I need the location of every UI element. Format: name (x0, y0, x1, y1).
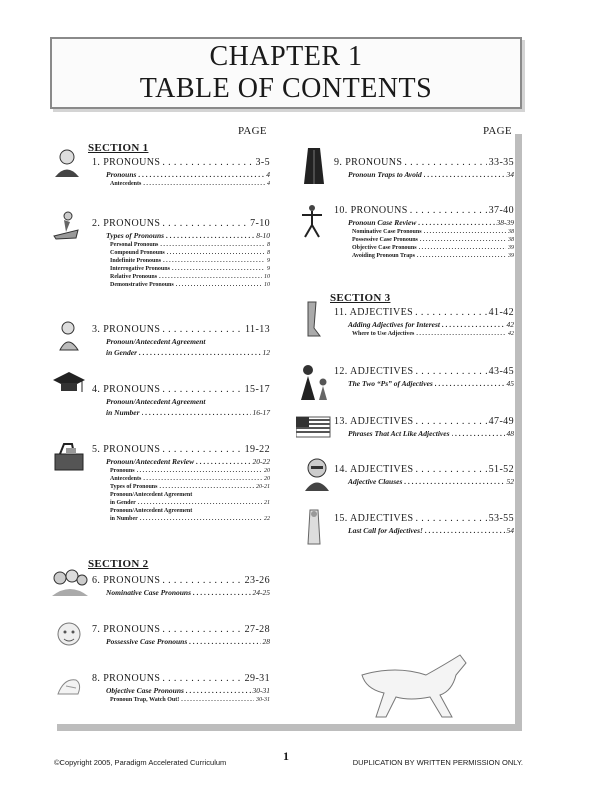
copyright-footer: ©Copyright 2005, Paradigm Accelerated Curriculum (54, 758, 227, 767)
subentry-title: Avoiding Pronoun Traps (352, 253, 415, 259)
subentry-pages: 20 (264, 476, 270, 482)
section-2-heading: SECTION 2 (88, 558, 149, 570)
entry-pages: 23-26 (244, 575, 270, 586)
toc-entry (334, 157, 514, 179)
entry-title: 2. PRONOUNS (92, 218, 161, 229)
entry-title: 6. PRONOUNS (92, 575, 161, 586)
entry-pages: 41-42 (488, 307, 514, 318)
subentry-title: Indefinite Pronouns (110, 258, 162, 264)
toc-subsubentry (92, 476, 270, 482)
subentry-title: Pronoun/Antecedent Agreement (110, 508, 193, 514)
toc-subentry (92, 588, 270, 597)
entry-title: 10. PRONOUNS (334, 205, 408, 216)
toc-entry (334, 307, 514, 337)
subentry-pages: 16-17 (252, 408, 270, 417)
toc-entry (92, 384, 270, 417)
leader-dots (186, 686, 251, 695)
toc-entry (334, 205, 514, 259)
toc-subsubentry (92, 242, 270, 248)
leader-dots (162, 157, 253, 168)
subentry-pages: 9 (267, 266, 270, 272)
leader-dots (410, 205, 487, 216)
hand-drawing-icon (54, 672, 84, 702)
toc-subsubentry (92, 258, 270, 264)
entry-title: 1. PRONOUNS (92, 157, 161, 168)
subentry-title: Possessive Case Pronouns (352, 237, 418, 243)
subentry-pages: 24-25 (252, 588, 270, 597)
entry-title: 14. ADJECTIVES (334, 464, 414, 475)
toc-entry (92, 218, 270, 288)
subentry-pages: 48 (506, 429, 514, 438)
entry-pages: 47-49 (488, 416, 514, 427)
toc-subsubentry (334, 331, 514, 337)
toc-subsubentry (92, 508, 270, 514)
subentry-title: Pronoun/Antecedent Agreement (106, 397, 206, 406)
chapter-title-box (50, 37, 522, 109)
entry-title: 12. ADJECTIVES (334, 366, 414, 377)
us-flag-icon (296, 415, 332, 439)
leader-dots (415, 307, 487, 318)
entry-title: 3. PRONOUNS (92, 324, 161, 335)
subentry-title: in Number (106, 408, 140, 417)
leader-dots (143, 476, 262, 482)
toc-entry-heading (334, 157, 514, 168)
leader-dots (162, 624, 242, 635)
subentry-title: Antecedents (110, 476, 142, 482)
toc-entry (334, 464, 514, 486)
leader-dots (416, 513, 487, 524)
toc-subsubentry (92, 282, 270, 288)
toc-subsubentry (92, 484, 270, 490)
leader-dots (424, 170, 505, 179)
subentry-pages: 28 (262, 637, 270, 646)
toc-entry-heading (334, 366, 514, 377)
subentry-title: The Two “Ps” of Adjectives (348, 379, 433, 388)
toc-subsubentry (92, 500, 270, 506)
subentry-title: in Gender (106, 348, 138, 357)
entry-title: 8. PRONOUNS (92, 673, 161, 684)
subentry-title: Relative Pronouns (110, 274, 158, 280)
toc-subentry (92, 170, 270, 179)
portrait-man-icon (52, 148, 82, 178)
leader-dots (159, 274, 262, 280)
subentry-pages: 8 (267, 250, 270, 256)
leader-dots (140, 516, 262, 522)
subentry-title: Last Call for Adjectives! (348, 526, 423, 535)
subentry-pages: 38 (508, 229, 514, 235)
leader-dots (435, 379, 505, 388)
leader-dots (162, 444, 242, 455)
toc-subsubentry (92, 492, 270, 498)
page-number: 1 (283, 749, 289, 763)
toc-subentry (92, 337, 270, 346)
toc-entry-heading (334, 307, 514, 318)
leader-dots (189, 637, 260, 646)
subentry-title: Nominative Case Pronouns (106, 588, 192, 597)
subentry-pages: 38-39 (496, 218, 514, 227)
toc-subsubentry (92, 468, 270, 474)
subentry-pages: 30-31 (256, 697, 270, 703)
subentry-title: Types of Pronouns (110, 484, 158, 490)
entry-title: 13. ADJECTIVES (334, 416, 414, 427)
figure-statue-icon (304, 508, 324, 546)
subentry-title: Demonstrative Pronouns (110, 282, 174, 288)
leader-dots (172, 266, 265, 272)
entry-pages: 51-52 (488, 464, 514, 475)
toc-subsubentry (334, 237, 514, 243)
subentry-pages: 10 (264, 274, 270, 280)
subentry-title: Pronoun/Antecedent Agreement (110, 492, 193, 498)
leader-dots (163, 258, 265, 264)
leader-dots (181, 697, 254, 703)
subentry-pages: 4 (267, 181, 270, 187)
juggler-icon (300, 203, 324, 239)
subentry-title: Pronoun Case Review (348, 218, 417, 227)
leader-dots (196, 457, 250, 466)
toc-entry (92, 673, 270, 703)
leader-dots (159, 484, 254, 490)
toc-entry (92, 444, 270, 522)
toc-entry-heading (334, 416, 514, 427)
toc-subsubentry (334, 253, 514, 259)
toc-entry-heading (92, 157, 270, 168)
leader-dots (404, 157, 486, 168)
subentry-title: Where to Use Adjectives (352, 331, 415, 337)
portrait-roosevelt-icon (302, 456, 332, 492)
subentry-title: Adding Adjectives for Interest (348, 320, 441, 329)
subentry-pages: 9 (267, 258, 270, 264)
leader-dots (193, 588, 250, 597)
subentry-title: Phrases That Act Like Adjectives (348, 429, 450, 438)
toc-subentry (334, 429, 514, 438)
leader-dots (416, 464, 487, 475)
toc-subentry (334, 477, 514, 486)
leader-dots (416, 331, 506, 337)
leader-dots (452, 429, 505, 438)
entry-pages: 27-28 (244, 624, 270, 635)
leader-dots (143, 181, 265, 187)
subentry-title: Types of Pronouns (106, 231, 165, 240)
leader-dots (167, 250, 265, 256)
subentry-title: Nominative Case Pronouns (352, 229, 422, 235)
subentry-pages: 54 (506, 526, 514, 535)
leader-dots (166, 231, 254, 240)
toc-entry (334, 513, 514, 535)
entry-title: 11. ADJECTIVES (334, 307, 414, 318)
subentry-title: Interrogative Pronouns (110, 266, 170, 272)
toc-subsubentry (92, 697, 270, 703)
leader-dots (139, 348, 260, 357)
subentry-pages: 39 (508, 245, 514, 251)
toc-entry (334, 416, 514, 438)
toc-entry-heading (92, 624, 270, 635)
toc-subsubentry (92, 266, 270, 272)
toolbox-icon (52, 440, 86, 474)
toc-entry-heading (92, 384, 270, 395)
entry-title: 4. PRONOUNS (92, 384, 161, 395)
page-column-label-left: PAGE (238, 125, 267, 137)
subentry-title: Personal Pronouns (110, 242, 159, 248)
subentry-pages: 21 (264, 500, 270, 506)
leader-dots (162, 218, 248, 229)
coat-icon (302, 146, 326, 186)
subentry-pages: 20-21 (256, 484, 270, 490)
leader-dots (416, 366, 487, 377)
entry-pages: 37-40 (488, 205, 514, 216)
leader-dots (404, 477, 504, 486)
entry-pages: 33-35 (488, 157, 514, 168)
subentry-pages: 20-22 (252, 457, 270, 466)
toc-subentry (334, 170, 514, 179)
graduation-cap-icon (52, 370, 86, 396)
entry-title: 5. PRONOUNS (92, 444, 161, 455)
leader-dots (418, 218, 494, 227)
toc-subentry (92, 457, 270, 466)
entry-pages: 43-45 (488, 366, 514, 377)
entry-title: 15. ADJECTIVES (334, 513, 414, 524)
leader-dots (420, 237, 506, 243)
toc-subentry (334, 218, 514, 227)
subentry-title: Objective Case Pronouns (352, 245, 417, 251)
page-column-label-right: PAGE (483, 125, 512, 137)
leader-dots (160, 242, 265, 248)
subentry-title: in Number (110, 516, 138, 522)
chapter-title: CHAPTER 1 (209, 41, 363, 72)
subentry-pages: 22 (264, 516, 270, 522)
subentry-title: Adjective Clauses (348, 477, 403, 486)
section-1-heading: SECTION 1 (88, 142, 149, 154)
toc-subentry (92, 637, 270, 646)
mother-child-icon (298, 364, 332, 402)
subentry-title: Objective Case Pronouns (106, 686, 184, 695)
subentry-pages: 38 (508, 237, 514, 243)
leader-dots (162, 575, 242, 586)
subentry-pages: 42 (506, 320, 514, 329)
subentry-title: Pronoun/Antecedent Agreement (106, 337, 206, 346)
subentry-pages: 12 (262, 348, 270, 357)
toc-subsubentry (92, 516, 270, 522)
leader-dots (419, 245, 506, 251)
subentry-title: Compound Pronouns (110, 250, 165, 256)
entry-pages: 11-13 (245, 324, 270, 335)
toc-subentry (92, 686, 270, 695)
toc-subsubentry (92, 250, 270, 256)
duplication-notice: DUPLICATION BY WRITTEN PERMISSION ONLY. (352, 758, 523, 767)
entry-pages: 15-17 (244, 384, 270, 395)
leader-dots (176, 282, 262, 288)
toc-subsubentry (92, 274, 270, 280)
toc-entry-heading (92, 218, 270, 229)
subentry-pages: 8 (267, 242, 270, 248)
leader-dots (137, 468, 262, 474)
entry-pages: 53-55 (488, 513, 514, 524)
subentry-pages: 42 (508, 331, 514, 337)
toc-entry-heading (92, 444, 270, 455)
boy-reading-icon (50, 210, 82, 240)
leader-dots (162, 673, 242, 684)
toc-subsubentry (334, 229, 514, 235)
subentry-pages: 52 (506, 477, 514, 486)
entry-title: 9. PRONOUNS (334, 157, 403, 168)
subentry-pages: 10 (264, 282, 270, 288)
subentry-title: Antecedents (110, 181, 142, 187)
child-face-icon (54, 620, 84, 652)
subentry-pages: 30-31 (252, 686, 270, 695)
subentry-pages: 39 (508, 253, 514, 259)
leader-dots (142, 408, 251, 417)
leader-dots (442, 320, 504, 329)
subentry-title: Pronoun Traps to Avoid (348, 170, 422, 179)
subentry-pages: 20 (264, 468, 270, 474)
leader-dots (416, 416, 487, 427)
toc-subentry (92, 408, 270, 417)
children-group-icon (50, 568, 90, 598)
subentry-title: Possessive Case Pronouns (106, 637, 188, 646)
leader-dots (424, 229, 506, 235)
section-3-heading: SECTION 3 (330, 292, 391, 304)
subentry-title: in Gender (110, 500, 136, 506)
subentry-title: Pronoun/Antecedent Review (106, 457, 195, 466)
running-wolf-icon (356, 645, 476, 725)
subentry-pages: 45 (506, 379, 514, 388)
toc-title: TABLE OF CONTENTS (139, 73, 433, 104)
prosthetic-leg-icon (302, 300, 324, 340)
leader-dots (417, 253, 506, 259)
leader-dots (138, 500, 262, 506)
toc-subentry (334, 526, 514, 535)
toc-entry (92, 624, 270, 646)
toc-entry-heading (92, 575, 270, 586)
subentry-title: Pronouns (106, 170, 137, 179)
toc-entry-heading (92, 324, 270, 335)
toc-subsubentry (92, 181, 270, 187)
toc-subentry (334, 379, 514, 388)
toc-entry-heading (334, 205, 514, 216)
subentry-title: Pronouns (110, 468, 135, 474)
entry-title: 7. PRONOUNS (92, 624, 161, 635)
toc-entry (92, 157, 270, 187)
entry-pages: 3-5 (255, 157, 270, 168)
toc-entry (334, 366, 514, 388)
toc-subsubentry (334, 245, 514, 251)
subentry-title: Pronoun Trap, Watch Out! (110, 697, 180, 703)
entry-pages: 7-10 (250, 218, 270, 229)
toc-subentry (92, 348, 270, 357)
toc-entry (92, 575, 270, 597)
leader-dots (162, 324, 243, 335)
entry-pages: 29-31 (244, 673, 270, 684)
entry-pages: 19-22 (244, 444, 270, 455)
subentry-pages: 4 (266, 170, 270, 179)
subentry-pages: 34 (506, 170, 514, 179)
toc-entry-heading (92, 673, 270, 684)
subentry-pages: 8-10 (256, 231, 270, 240)
leader-dots (162, 384, 242, 395)
toc-entry-heading (334, 464, 514, 475)
girl-icon (56, 320, 84, 352)
leader-dots (138, 170, 264, 179)
toc-subentry (334, 320, 514, 329)
toc-entry-heading (334, 513, 514, 524)
toc-subentry (92, 231, 270, 240)
toc-subentry (92, 397, 270, 406)
toc-entry (92, 324, 270, 357)
leader-dots (425, 526, 505, 535)
